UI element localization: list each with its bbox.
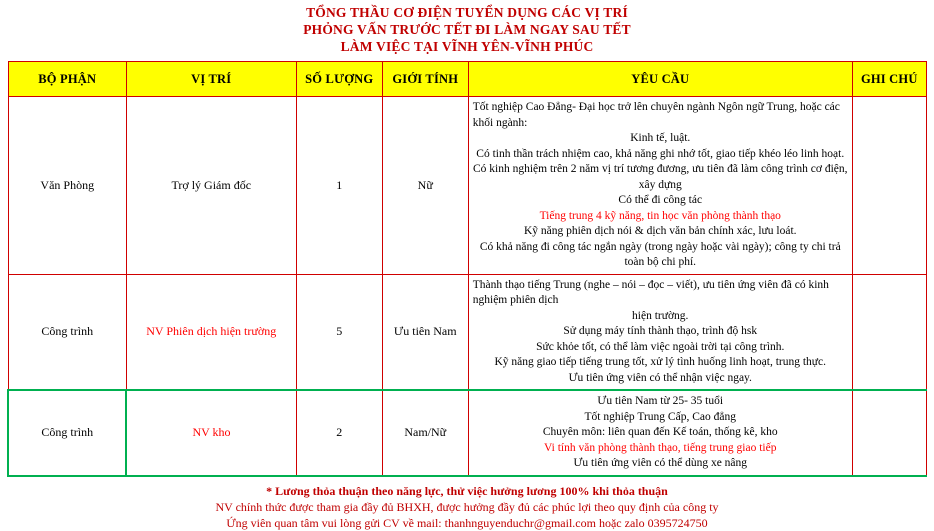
table-body	[8, 97, 926, 476]
title-line-3: LÀM VIỆC TẠI VĨNH YÊN-VĨNH PHÚC	[340, 39, 594, 54]
title-line-1: TỔNG THẦU CƠ ĐIỆN TUYỂN DỤNG CÁC VỊ TRÍ	[306, 5, 628, 20]
table-header-row	[8, 62, 926, 97]
cell-dept: Công trình	[8, 274, 126, 390]
cell-gender: Ưu tiên Nam	[382, 274, 468, 390]
requirement-line: Có kinh nghiệm trên 2 năm vị trí tương đương, ưu tiên đã làm công trình cơ điện, xây dựng	[472, 163, 848, 191]
table-row	[8, 274, 926, 390]
requirement-line: Kỹ năng giao tiếp tiếng trung tốt, xử lý tình huống linh hoạt, trung thực.	[494, 356, 827, 368]
requirement-line: Sức khỏe tốt, có thể làm việc ngoài trời tại công trình.	[536, 340, 785, 353]
requirement-line: Ưu tiên ứng viên có thể dùng xe nâng	[573, 457, 748, 469]
requirement-line: Tiếng trung 4 kỹ năng, tin học văn phòng thành thạo	[539, 209, 781, 222]
title-line-2: PHỎNG VẤN TRƯỚC TẾT ĐI LÀM NGAY SAU TẾT	[303, 22, 631, 37]
poster-footer	[0, 477, 934, 531]
cell-gender: Nam/Nữ	[382, 390, 468, 476]
requirement-line: Có khả năng đi công tác ngắn ngày (trong ngày hoặc vài ngày); công ty chi trả toàn bộ chi phí.	[479, 240, 841, 268]
header-note: GHI CHÚ	[852, 62, 926, 97]
cell-requirements	[468, 274, 852, 390]
requirement-line: Thành thạo tiếng Trung (nghe – nói – đọc – viết), ưu tiên ứng viên đã có kinh nghiệm phiên dịch	[472, 278, 829, 306]
requirement-line: Kinh tế, luật.	[630, 132, 691, 144]
cell-requirements	[468, 390, 852, 476]
footer-line-2: NV chính thức được tham gia đầy đủ BHXH, được hưởng đầy đủ các phúc lợi theo quy định của công ty	[215, 499, 719, 514]
cell-position: NV kho	[126, 390, 296, 476]
header-position: VỊ TRÍ	[126, 62, 296, 97]
cell-note	[852, 274, 926, 390]
cell-note	[852, 97, 926, 275]
cell-dept: Công trình	[8, 390, 126, 476]
cell-requirements	[468, 97, 852, 275]
cell-position: Trợ lý Giám đốc	[126, 97, 296, 275]
cell-gender: Nữ	[382, 97, 468, 275]
poster-title	[0, 0, 934, 55]
requirement-line: Có thể đi công tác	[618, 194, 703, 206]
requirement-line: hiện trường.	[632, 309, 689, 322]
cell-quantity: 5	[296, 274, 382, 390]
header-quantity: SỐ LƯỢNG	[296, 62, 382, 97]
cell-dept: Văn Phòng	[8, 97, 126, 275]
cell-note	[852, 390, 926, 476]
header-dept: BỘ PHẬN	[8, 62, 126, 97]
requirement-line: Ưu tiên Nam từ 25- 35 tuổi	[597, 395, 724, 407]
requirement-line: Kỹ năng phiên dịch nói & dịch văn bản chính xác, lưu loát.	[523, 225, 797, 237]
table-row	[8, 97, 926, 275]
table-row	[8, 390, 926, 476]
header-requirements: YÊU CẦU	[468, 62, 852, 97]
footer-line-1: * Lương thỏa thuận theo năng lực, thử việc hưởng lương 100% khi thỏa thuận	[266, 483, 668, 498]
cell-quantity: 2	[296, 390, 382, 476]
requirement-line: Ưu tiên ứng viên có thể nhận việc ngay.	[568, 371, 752, 384]
jobs-table	[7, 61, 927, 477]
footer-line-3: Ứng viên quan tâm vui lòng gửi CV về mail: thanhnguyenduchr@gmail.com hoặc zalo 0395724750	[226, 515, 708, 530]
requirement-line: Vi tính văn phòng thành thạo, tiếng trung giao tiếp	[544, 441, 777, 454]
requirement-line: Sử dụng máy tính thành thạo, trình độ hsk	[563, 325, 758, 337]
cell-quantity: 1	[296, 97, 382, 275]
requirement-line: Tốt nghiệp Cao Đẳng- Đại học trở lên chuyên ngành Ngôn ngữ Trung, hoặc các khối ngành:	[472, 101, 840, 129]
requirement-line: Chuyên môn: liên quan đến Kế toán, thống kê, kho	[542, 426, 778, 438]
requirement-line: Tốt nghiệp Trung Cấp, Cao đẳng	[584, 410, 736, 423]
requirement-line: Có tinh thần trách nhiệm cao, khả năng ghi nhớ tốt, giao tiếp khéo léo linh hoạt.	[476, 147, 845, 160]
header-gender: GIỚI TÍNH	[382, 62, 468, 97]
cell-position: NV Phiên dịch hiện trường	[126, 274, 296, 390]
